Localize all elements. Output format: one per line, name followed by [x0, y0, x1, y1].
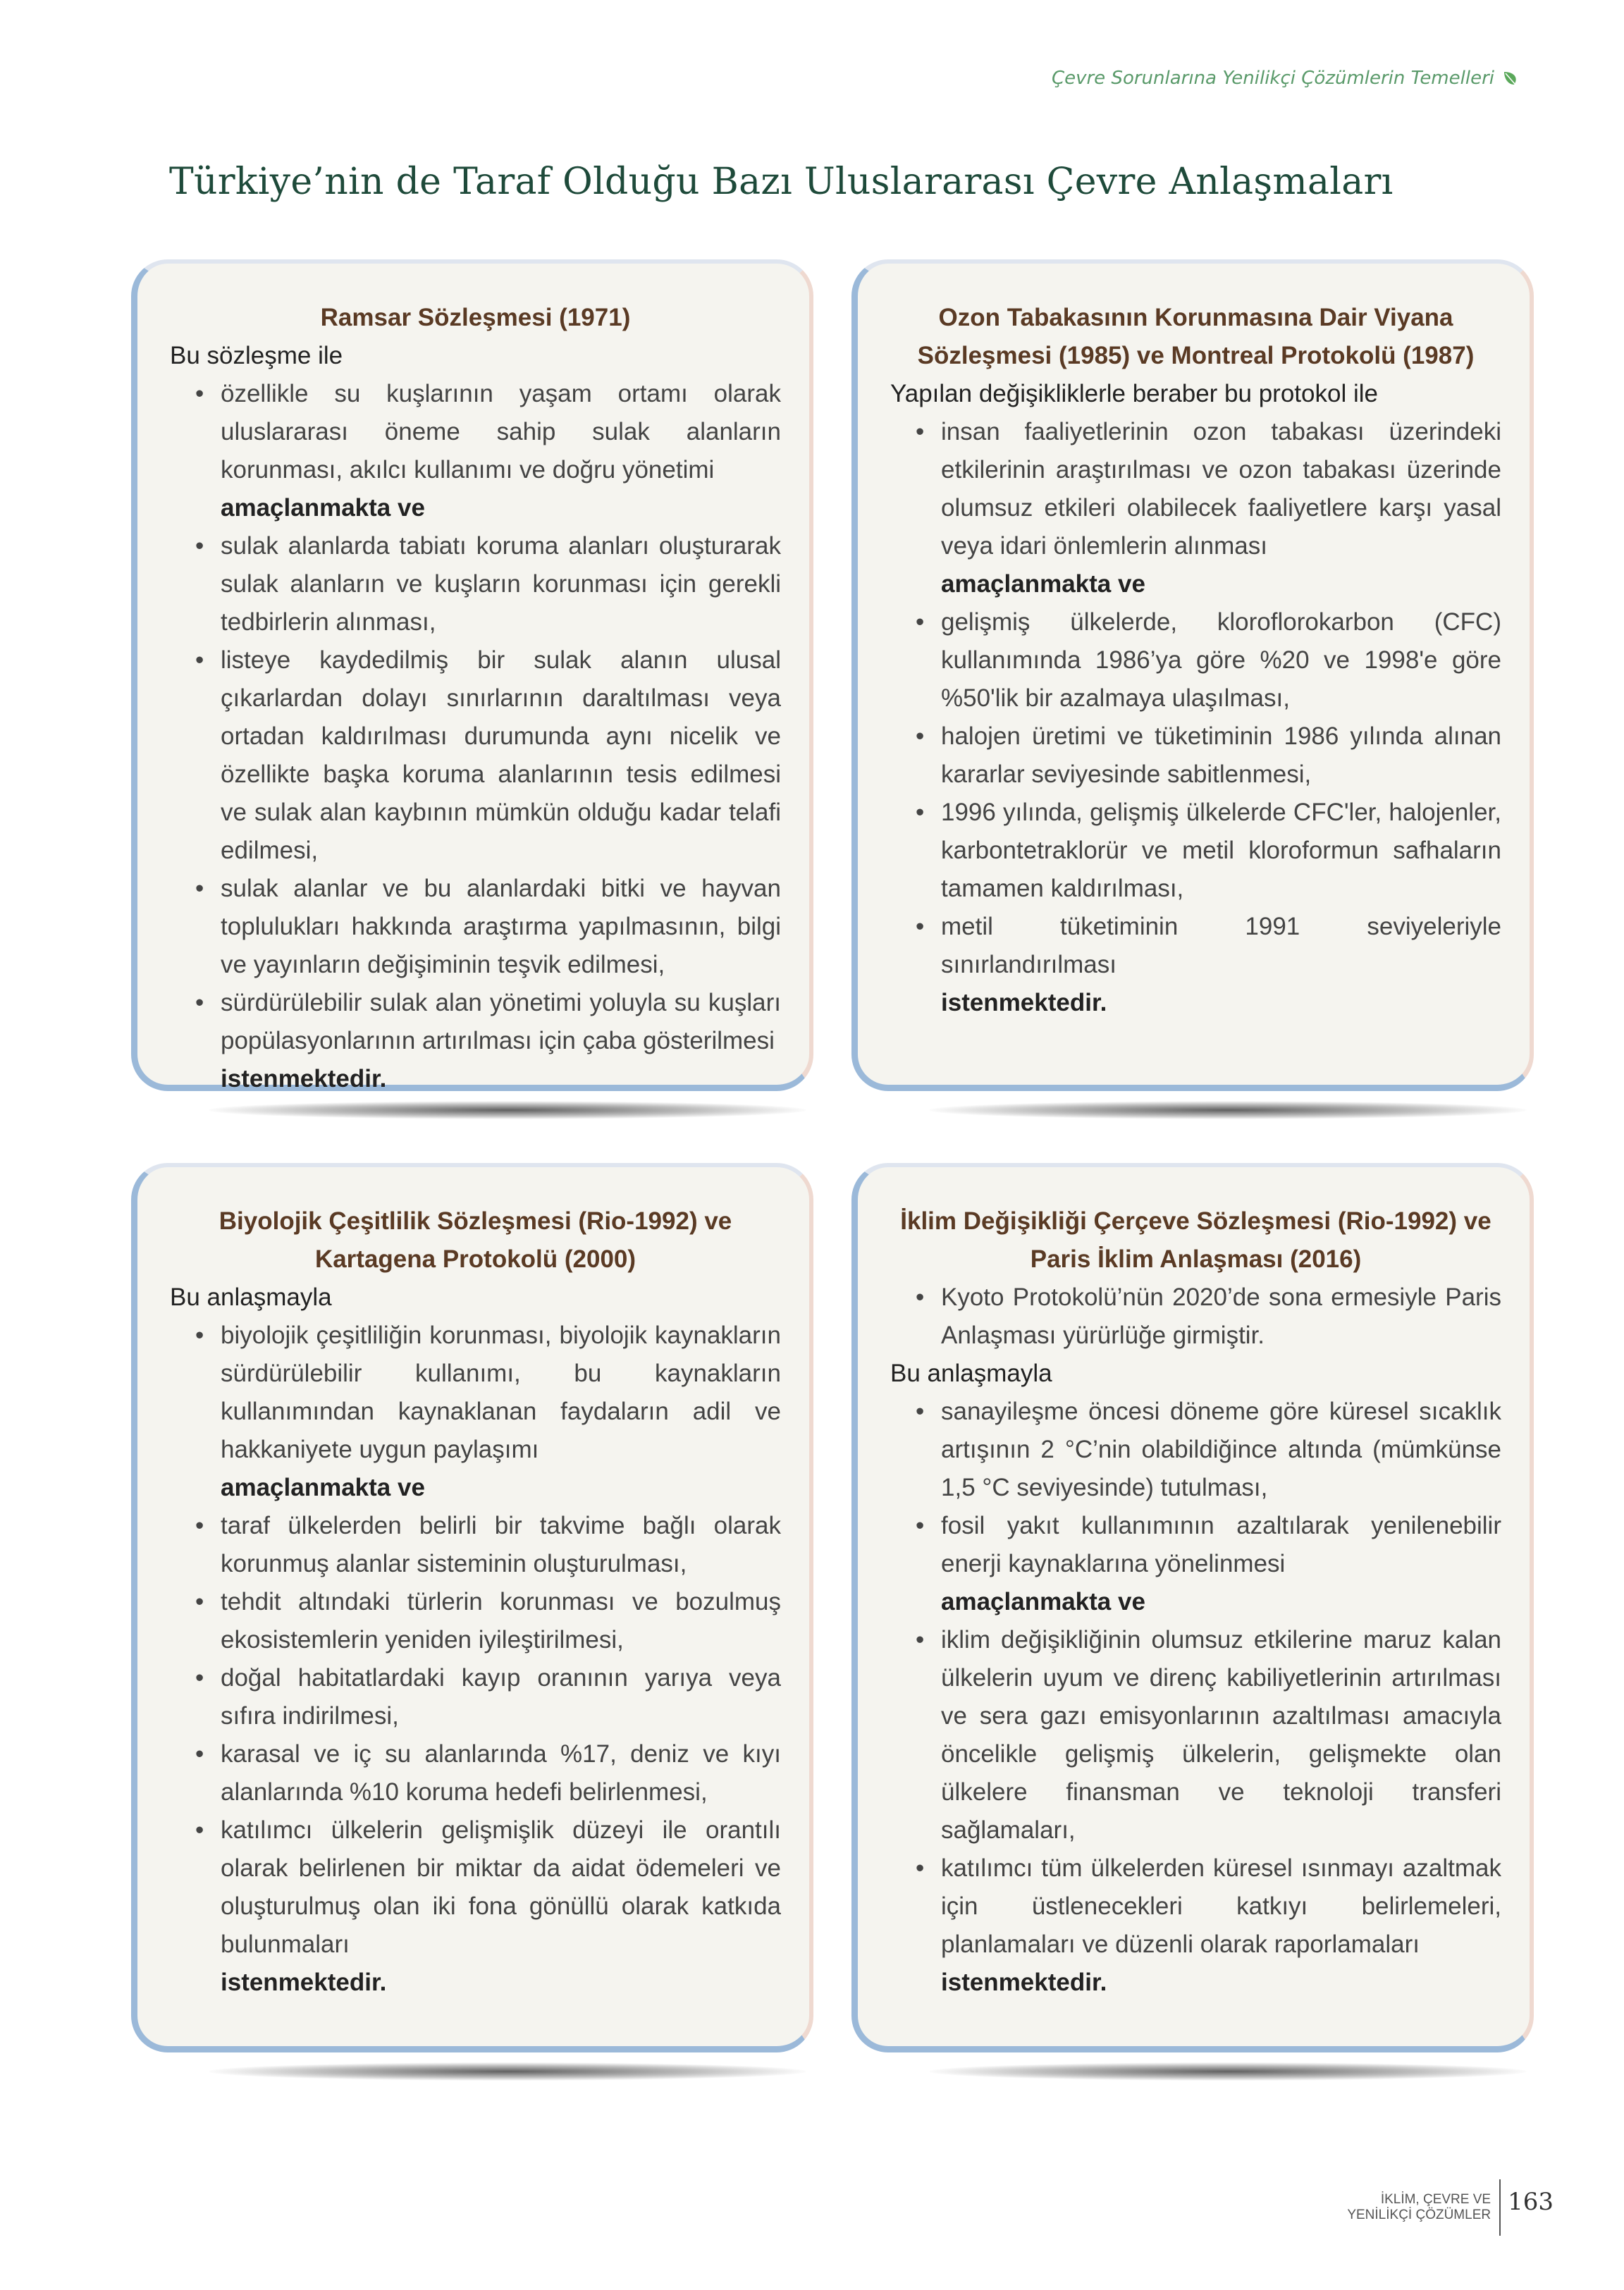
agreement-card-ozone	[851, 259, 1534, 1091]
bullet-item: • halojen üretimi ve tüketiminin 1986 yılında alınan kararlar seviyesinde sabitlenmesi,	[890, 718, 1501, 794]
card-intro: Bu anlaşmayla	[890, 1360, 1052, 1387]
bullet-list	[170, 1507, 781, 1964]
bullet-item: • listeye kaydedilmiş bir sulak alanın ulusal çıkarlardan dolayı sınırlarının daraltılması veya ortadan kaldırılması durumunda aynı nicelik ve özellikte başka koruma alanlarının tesis edilmesi ve sulak alan kaybının mümkün olduğu kadar telafi edilmesi,	[170, 641, 781, 870]
goal-statement: amaçlanmakta ve	[221, 1474, 425, 1501]
card-intro: Bu anlaşmayla	[170, 1283, 332, 1311]
book-title-line: İKLİM, ÇEVRE VE	[1380, 2192, 1491, 2207]
card-shadow	[929, 1101, 1527, 1119]
bullet-item: • sanayileşme öncesi döneme göre küresel sıcaklık artışının 2 °C’nin olabildiğince altında (mümkünse 1,5 °C seviyesinde) tutulması,	[890, 1393, 1501, 1507]
book-title-line: YENİLİKÇİ ÇÖZÜMLER	[1347, 2208, 1491, 2222]
page-number: 163	[1508, 2188, 1554, 2216]
goal-statement: istenmektedir.	[221, 1065, 387, 1092]
page-footer	[1347, 2179, 1554, 2236]
card-body	[851, 259, 1534, 1091]
bullet-item: • karasal ve iç su alanlarında %17, deniz ve kıyı alanlarında %10 koruma hedefi belirlenmesi,	[170, 1735, 781, 1811]
bullet-item: • doğal habitatlardaki kayıp oranının yarıya veya sıfıra indirilmesi,	[170, 1659, 781, 1735]
bullet-list	[890, 413, 1501, 565]
bullet-item: • metil tüketiminin 1991 seviyeleriyle sınırlandırılması	[890, 908, 1501, 984]
card-body	[131, 1163, 813, 2052]
card-title: Ramsar Sözleşmesi (1971)	[320, 304, 631, 331]
bullet-item: • sulak alanlar ve bu alanlardaki bitki ve hayvan toplulukları hakkında araştırma yapılmasının, bilgi ve yayınların değişiminin teşvik edilmesi,	[170, 870, 781, 984]
card-title: Biyolojik Çeşitlilik Sözleşmesi (Rio-1992) ve Kartagena Protokolü (2000)	[219, 1207, 732, 1273]
bullet-list	[890, 1621, 1501, 1964]
goal-statement: istenmektedir.	[941, 1969, 1107, 1996]
bullet-list	[170, 527, 781, 1060]
agreement-card-biodiversity	[131, 1163, 813, 2052]
card-shadow	[209, 1101, 806, 1119]
goal-statement: amaçlanmakta ve	[941, 1588, 1145, 1615]
card-body	[851, 1163, 1534, 2052]
goal-statement: istenmektedir.	[221, 1969, 387, 1996]
card-intro: Yapılan değişikliklerle beraber bu protokol ile	[890, 380, 1378, 407]
bullet-item: • sulak alanlarda tabiatı koruma alanları oluşturarak sulak alanların ve kuşların korunması için gerekli tedbirlerin alınması,	[170, 527, 781, 641]
bullet-item: • katılımcı ülkelerin gelişmişlik düzeyi ile orantılı olarak belirlenen bir miktar da aidat ödemeleri ve oluşturulmuş olan iki fona gönüllü olarak katkıda bulunmaları	[170, 1811, 781, 1964]
bullet-item: • katılımcı tüm ülkelerden küresel ısınmayı azaltmak için üstlenecekleri katkıyı belirlemeleri, planlamaları ve düzenli olarak raporlamaları	[890, 1849, 1501, 1964]
bullet-item: • tehdit altındaki türlerin korunması ve bozulmuş ekosistemlerin yeniden iyileştirilmesi,	[170, 1583, 781, 1659]
agreement-card-climate	[851, 1163, 1534, 2052]
agreement-card-ramsar	[131, 259, 813, 1091]
card-intro: Bu sözleşme ile	[170, 342, 343, 369]
card-shadow	[209, 2062, 806, 2081]
bullet-item: • biyolojik çeşitliliğin korunması, biyolojik kaynakların sürdürülebilir kullanımı, bu kaynakların kullanımından kaynaklanan faydaların adil ve hakkaniyete uygun paylaşımı	[170, 1317, 781, 1469]
bullet-list	[170, 1317, 781, 1469]
bullet-list	[170, 375, 781, 489]
card-title: İklim Değişikliği Çerçeve Sözleşmesi (Rio-1992) ve Paris İklim Anlaşması (2016)	[900, 1207, 1491, 1273]
bullet-item: • özellikle su kuşlarının yaşam ortamı olarak uluslararası öneme sahip sulak alanların korunması, akılcı kullanımı ve doğru yönetimi	[170, 375, 781, 489]
bullet-item: • iklim değişikliğinin olumsuz etkilerine maruz kalan ülkelerin uyum ve direnç kabiliyetlerinin artırılması ve sera gazı emisyonlarının azaltılması amacıyla öncelikle gelişmiş ülkelerin, gelişmekte olan ülkelere finansman ve teknoloji transferi sağlamaları,	[890, 1621, 1501, 1849]
leaf-icon	[1501, 69, 1520, 87]
card-body	[131, 259, 813, 1091]
bullet-item: • sürdürülebilir sulak alan yönetimi yoluyla su kuşları popülasyonlarının artırılması için çaba gösterilmesi	[170, 984, 781, 1060]
card-title: Ozon Tabakasının Korunmasına Dair Viyana Sözleşmesi (1985) ve Montreal Protokolü (1987)	[917, 304, 1475, 369]
goal-statement: amaçlanmakta ve	[941, 570, 1145, 598]
goal-statement: amaçlanmakta ve	[221, 494, 425, 522]
bullet-item: • gelişmiş ülkelerde, kloroflorokarbon (CFC) kullanımında 1986’ya göre %20 ve 1998'e göre %50'lik bir azalmaya ulaşılması,	[890, 603, 1501, 718]
bullet-item: • 1996 yılında, gelişmiş ülkelerde CFC'ler, halojenler, karbontetraklorür ve metil kloroformun safhaların tamamen kaldırılması,	[890, 794, 1501, 908]
bullet-item: • insan faaliyetlerinin ozon tabakası üzerindeki etkilerinin araştırılması ve ozon tabakası üzerinde olumsuz etkileri olabilecek faaliyetlere karşı yasal veya idari önlemlerin alınması	[890, 413, 1501, 565]
card-shadow	[929, 2062, 1527, 2081]
bullet-item: • Kyoto Protokolü’nün 2020’de sona ermesiyle Paris Anlaşması yürürlüğe girmiştir.	[890, 1279, 1501, 1355]
bullet-list	[890, 603, 1501, 984]
bullet-item: • fosil yakıt kullanımının azaltılarak yenilenebilir enerji kaynaklarına yönelinmesi	[890, 1507, 1501, 1583]
goal-statement: istenmektedir.	[941, 989, 1107, 1016]
bullet-list	[890, 1279, 1501, 1355]
running-title: Çevre Sorunlarına Yenilikçi Çözümlerin Temelleri	[1051, 68, 1494, 89]
bullet-item: • taraf ülkelerden belirli bir takvime bağlı olarak korunmuş alanlar sisteminin oluşturulması,	[170, 1507, 781, 1583]
bullet-list	[890, 1393, 1501, 1583]
page-title: Türkiye’nin de Taraf Olduğu Bazı Uluslararası Çevre Anlaşmaları	[169, 161, 1394, 203]
book-title	[1347, 2179, 1499, 2223]
running-header	[1052, 68, 1520, 89]
